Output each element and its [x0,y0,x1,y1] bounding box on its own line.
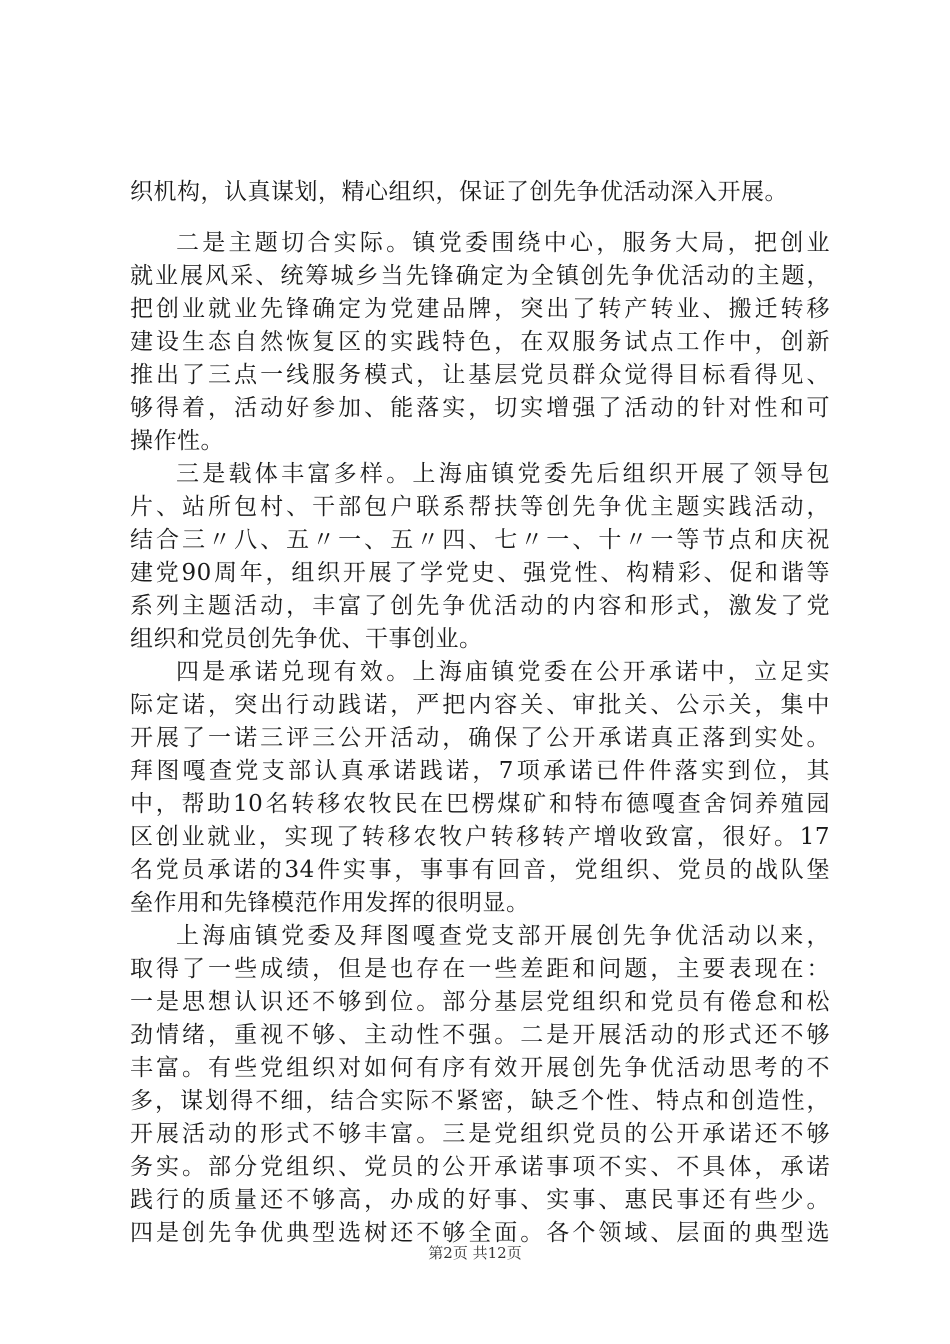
text-line: 四是创先争优典型选树还不够全面。各个领域、层面的典型选 [130,1220,830,1246]
text-line: 二是主题切合实际。镇党委围绕中心，服务大局，把创业 [176,230,830,256]
text-line: 就业展风采、统筹城乡当先锋确定为全镇创先争优活动的主题， [130,263,830,289]
text-line: 操作性。 [130,428,224,454]
text-line: 区创业就业，实现了转移农牧户转移转产增收致富，很好。17 [130,824,830,850]
text-line: 建党90周年，组织开展了学党史、强党性、构精彩、促和谐等 [130,560,830,586]
text-line: 织机构，认真谋划，精心组织，保证了创先争优活动深入开展。 [130,179,788,205]
text-line: 够得着，活动好参加、能落实，切实增强了活动的针对性和可 [130,395,830,421]
text-line: 结合三〃八、五〃一、五〃四、七〃一、十〃一等节点和庆祝 [130,527,830,553]
text-line: 丰富。有些党组织对如何有序有效开展创先争优活动思考的不 [130,1055,830,1081]
paragraph [130,176,830,209]
text-line: 劲情绪，重视不够、主动性不强。二是开展活动的形式还不够 [130,1022,830,1048]
paragraph [130,458,830,656]
text-line: 系列主题活动，丰富了创先争优活动的内容和形式，激发了党 [130,593,830,619]
text-line: 把创业就业先锋确定为党建品牌，突出了转产转业、搬迁转移 [130,296,830,322]
page-footer [0,1242,950,1263]
text-line: 多，谋划得不细，结合实际不紧密，缺乏个性、特点和创造性， [130,1088,830,1114]
text-line: 垒作用和先锋模范作用发挥的很明显。 [130,890,530,916]
text-line: 开展了一诺三评三公开活动，确保了公开承诺真正落到实处。 [130,725,830,751]
text-line: 三是载体丰富多样。上海庙镇党委先后组织开展了领导包 [176,461,830,487]
paragraph-gap [130,209,830,227]
text-line: 取得了一些成绩，但是也存在一些差距和问题，主要表现在： [130,956,830,982]
text-line: 开展活动的形式不够丰富。三是党组织党员的公开承诺还不够 [130,1121,830,1147]
paragraph [130,656,830,920]
text-line: 建设生态自然恢复区的实践特色，在双服务试点工作中，创新 [130,329,830,355]
page-number-label: 第2页 共12页 [428,1244,522,1262]
text-line: 践行的质量还不够高，办成的好事、实事、惠民事还有些少。 [130,1187,830,1213]
text-line: 组织和党员创先争优、干事创业。 [130,626,483,652]
text-line: 际定诺，突出行动践诺，严把内容关、审批关、公示关，集中 [130,692,830,718]
text-line: 拜图嘎查党支部认真承诺践诺，7项承诺已件件落实到位，其 [130,758,830,784]
text-line: 四是承诺兑现有效。上海庙镇党委在公开承诺中，立足实 [176,659,830,685]
paragraph [130,227,830,458]
paragraph [130,920,830,1250]
text-line: 中，帮助10名转移农牧民在巴楞煤矿和特布德嘎查舍饲养殖园 [130,791,830,817]
text-line: 上海庙镇党委及拜图嘎查党支部开展创先争优活动以来， [176,923,830,949]
text-line: 片、站所包村、干部包户联系帮扶等创先争优主题实践活动， [130,494,830,520]
document-body [130,176,830,1250]
text-line: 一是思想认识还不够到位。部分基层党组织和党员有倦怠和松 [130,989,830,1015]
text-line: 务实。部分党组织、党员的公开承诺事项不实、不具体，承诺 [130,1154,830,1180]
text-line: 推出了三点一线服务模式，让基层党员群众觉得目标看得见、 [130,362,830,388]
text-line: 名党员承诺的34件实事，事事有回音，党组织、党员的战队堡 [130,857,830,883]
